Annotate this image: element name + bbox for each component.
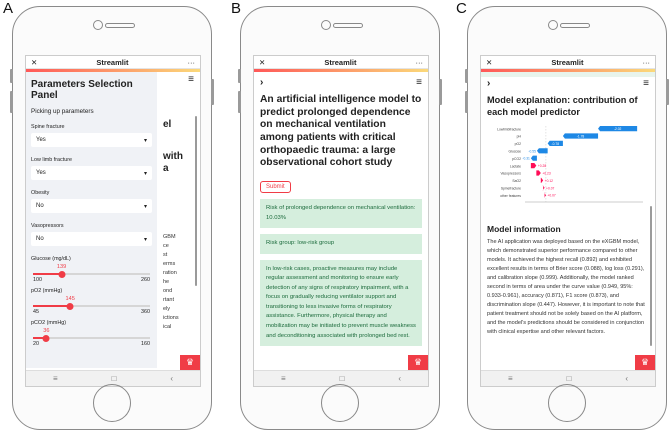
slider-value: 139	[56, 264, 67, 270]
slider-value: 36	[43, 328, 50, 334]
app-title: Streamlit	[96, 57, 129, 67]
page-text-fragment: erms	[163, 261, 176, 267]
streamlit-crown-icon[interactable]: ♛	[408, 355, 428, 370]
streamlit-crown-icon[interactable]: ♛	[635, 355, 655, 370]
browser-bar	[26, 56, 200, 69]
risk-group-result: Risk group: low-risk group	[260, 234, 422, 254]
speaker-grille	[333, 23, 363, 28]
page-heading-fragment: with	[163, 151, 183, 162]
feature-label: Glucose	[508, 149, 521, 154]
back-nav-icon[interactable]: ‹	[398, 374, 402, 383]
shap-bar	[541, 178, 543, 183]
back-nav-icon[interactable]: ‹	[170, 374, 174, 383]
spine-fracture-label: Spine fracture	[31, 124, 65, 130]
value-label: -0.55	[528, 149, 536, 154]
browser-bar	[481, 56, 655, 69]
risk-result: Risk of prolonged dependence on mechanical ventilation: 10.03%	[260, 199, 422, 228]
value-label: -2.02	[613, 127, 622, 132]
feature-label: Spinefracture	[500, 186, 521, 191]
feature-label: other features	[500, 193, 521, 198]
shap-bar	[543, 185, 545, 190]
back-nav-icon[interactable]: ‹	[625, 374, 629, 383]
page-text-fragment: ce	[163, 243, 169, 249]
home-button[interactable]	[321, 384, 359, 422]
close-icon[interactable]: ✕	[259, 57, 266, 67]
slider-min: 20	[33, 341, 39, 347]
glucose-label: Glucose (mg/dL)	[31, 256, 71, 262]
select-value: No	[36, 203, 44, 209]
chevron-down-icon: ▾	[143, 236, 147, 243]
recent-apps-icon[interactable]: □	[566, 374, 572, 383]
page-text-fragment: st	[163, 252, 168, 258]
feature-label: pCO2	[512, 156, 521, 161]
panel-label-a: A	[3, 0, 14, 17]
chevron-down-icon: ▾	[143, 170, 147, 177]
feature-label: pH	[516, 134, 521, 139]
page-text-fragment: GBM	[163, 234, 176, 240]
home-button[interactable]	[93, 384, 131, 422]
recent-apps-icon[interactable]: □	[111, 374, 117, 383]
sidebar-subtitle: Picking up parameters	[31, 108, 94, 115]
vasopressors-select[interactable]	[31, 232, 152, 246]
side-button	[10, 69, 13, 83]
home-nav-icon[interactable]: ≡	[280, 374, 286, 383]
value-label: -0.31	[522, 156, 530, 161]
slider-min: 100	[33, 277, 42, 283]
main-content	[481, 77, 655, 337]
more-icon[interactable]: ···	[415, 57, 423, 67]
recent-apps-icon[interactable]: □	[339, 374, 345, 383]
speaker-grille	[560, 23, 590, 28]
speaker-grille	[105, 23, 135, 28]
browser-bar	[254, 56, 428, 69]
side-button	[465, 69, 468, 83]
phone-frame-b	[240, 6, 440, 430]
page-text-fragment: rtant	[163, 297, 175, 303]
slider-max: 360	[141, 309, 150, 315]
submit-button[interactable]: Submit	[260, 181, 291, 193]
page-text-fragment: ely	[163, 306, 171, 312]
chart-heading: Model explanation: contribution of each model predictor	[487, 95, 638, 117]
close-icon[interactable]: ✕	[31, 57, 38, 67]
side-button	[238, 91, 241, 113]
menu-icon[interactable]: ≡	[416, 77, 422, 88]
page-text-fragment: ond	[163, 288, 173, 294]
chevron-down-icon: ▾	[143, 203, 147, 210]
slider-thumb[interactable]	[43, 335, 50, 342]
slider-track	[33, 337, 150, 339]
slider-thumb[interactable]	[58, 271, 65, 278]
select-value: Yes	[36, 170, 46, 176]
select-value: Yes	[36, 137, 46, 143]
obesity-label: Obesity	[31, 190, 50, 196]
phone-frame-c	[467, 6, 667, 430]
value-label: +0.07	[547, 193, 556, 198]
home-nav-icon[interactable]: ≡	[52, 374, 58, 383]
close-icon[interactable]: ✕	[486, 57, 493, 67]
app-title: Streamlit	[324, 57, 357, 67]
po2-label: pO2 (mmHg)	[31, 288, 63, 294]
slider-thumb[interactable]	[67, 303, 74, 310]
shap-waterfall-chart	[487, 122, 647, 214]
po2-slider[interactable]	[31, 297, 152, 314]
page-text-fragment: ictions	[163, 315, 179, 321]
side-button	[465, 91, 468, 113]
slider-min: 45	[33, 309, 39, 315]
value-label: +0.12	[544, 178, 554, 183]
screen-b	[253, 55, 429, 387]
model-info-heading: Model information	[487, 224, 561, 234]
camera-icon	[548, 20, 558, 30]
select-value: No	[36, 236, 44, 242]
page-text-fragment: ration	[163, 270, 177, 276]
spine-fracture-select[interactable]	[31, 133, 152, 147]
side-button	[211, 79, 214, 105]
value-label: +0.28	[537, 164, 547, 169]
chevron-down-icon: ▾	[143, 137, 147, 144]
shap-bar	[536, 170, 540, 175]
camera-icon	[93, 20, 103, 30]
glucose-slider[interactable]	[31, 265, 152, 282]
parameters-sidebar	[26, 72, 157, 368]
pco2-label: pCO2 (mmHg)	[31, 320, 67, 326]
feature-label: Lowlimbfracture	[497, 127, 521, 132]
value-label: +0.23	[542, 171, 551, 176]
shap-bar	[531, 163, 536, 168]
feature-label: SaO2	[512, 179, 521, 184]
menu-icon[interactable]: ≡	[188, 74, 194, 85]
sidebar-expand-icon[interactable]: ›	[260, 77, 264, 88]
value-label: -0.78	[551, 141, 560, 146]
side-button	[10, 91, 13, 113]
streamlit-crown-icon[interactable]: ♛	[180, 355, 200, 370]
feature-label: pO2	[514, 142, 521, 147]
panel-label-b: B	[231, 0, 242, 17]
value-label: +0.07	[546, 186, 555, 191]
main-content	[254, 72, 428, 346]
camera-icon	[321, 20, 331, 30]
page-title: An artificial intelligence model to predict prolonged dependence on mechanical ventilation among patients with critical orthopaedic trauma: a large observational cohort study	[260, 94, 422, 169]
value-label: -1.78	[576, 134, 585, 139]
shap-bar	[531, 156, 537, 161]
page-heading-fragment: el	[163, 119, 172, 130]
slider-value: 145	[65, 296, 75, 302]
more-icon[interactable]: ···	[187, 57, 195, 67]
phone-frame-a	[12, 6, 212, 430]
screen-a	[25, 55, 201, 387]
low-limb-fracture-label: Low limb fracture	[31, 157, 73, 163]
side-button	[238, 69, 241, 83]
page-heading-fragment: a	[163, 163, 169, 174]
home-nav-icon[interactable]: ≡	[507, 374, 513, 383]
sidebar-expand-icon[interactable]: ›	[487, 78, 491, 89]
feature-label: Lactate	[509, 164, 521, 169]
scrollbar[interactable]	[650, 206, 652, 346]
pco2-slider[interactable]	[31, 329, 152, 346]
recommendation-text: In low-risk cases, proactive measures may include regular assessment and monitoring to ensure early detection of any signs of respiratory impairment, with a focus on gradually reducing ventilator support and transitioning to less invasive forms of respiratory assistance. Furthermore, physical therapy and mobilization may be initiated to prevent muscle weakness and deconditioning associated with prolonged bed rest.	[260, 260, 422, 347]
slider-max: 260	[141, 277, 150, 283]
low-limb-fracture-select[interactable]	[31, 166, 152, 180]
home-button[interactable]	[548, 384, 586, 422]
slider-max: 160	[141, 341, 150, 347]
page-text-fragment: ical	[163, 324, 172, 330]
vasopressors-label: Vasopressors	[31, 223, 64, 229]
screen-c	[480, 55, 656, 387]
feature-label: Vasopressors	[500, 171, 521, 176]
shap-bar	[537, 148, 548, 153]
more-icon[interactable]: ···	[642, 57, 650, 67]
page-text-fragment: he	[163, 279, 170, 285]
obesity-select[interactable]	[31, 199, 152, 213]
menu-icon[interactable]: ≡	[643, 78, 649, 89]
sidebar-title: Parameters Selection Panel	[31, 79, 133, 101]
panel-label-c: C	[456, 0, 467, 17]
app-title: Streamlit	[551, 57, 584, 67]
scrollbar[interactable]	[195, 116, 197, 286]
model-info-text: The AI application was deployed based on the eXGBM model, which demonstrated superior performance compared to other models. It achieved the highest recall (0.892) and exhibited excellent results in terms of Brier score (0.088), log loss (0.291), and calibration slope (0.999). Additionally, the model ranked second in terms of area under the curve value (0.949, 95%: 0.933-0.961), accuracy (0.871), F1 score (0.873), and discrimination slope (0.447). However, it is important to note that patient treatment should not be solely based on the AI platform, and the model's predictions should be considered in conjunction with clinical expertise and other relevant factors.	[487, 239, 645, 335]
slider-fill	[33, 305, 70, 307]
side-button	[439, 79, 442, 105]
